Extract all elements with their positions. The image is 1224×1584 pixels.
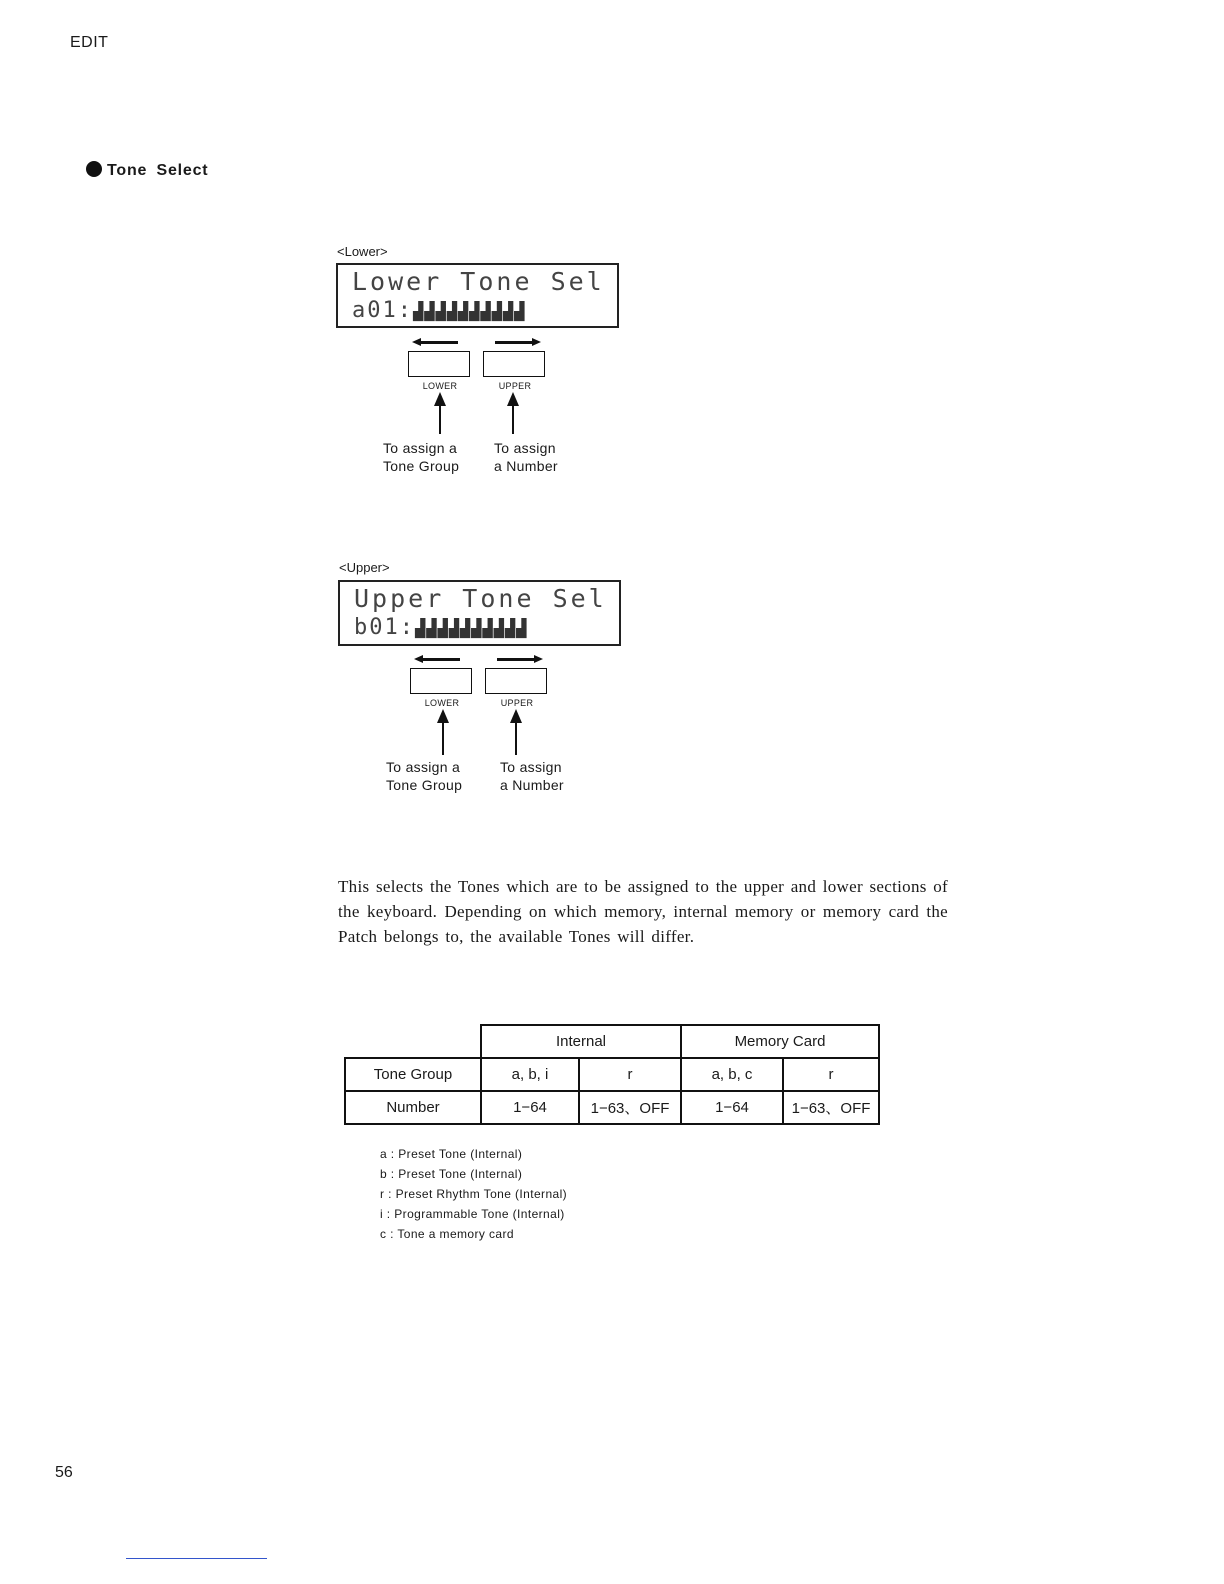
key-button[interactable] [410,668,472,694]
table-cell: r [783,1058,879,1091]
table-cell: 1−63、OFF [783,1091,879,1124]
key-label-upper: UPPER [498,381,532,391]
right-arrow-icon [495,341,533,344]
caption-line: To assign a [383,440,458,456]
lower-lcd-line2 [352,298,525,323]
table-cell-empty [345,1025,481,1058]
upper-caption-right [500,758,564,794]
legend-item: r : Preset Rhythm Tone (Internal) [380,1187,568,1201]
caption-line: a Number [500,777,564,793]
description-paragraph: This selects the Tones which are to be assigned to the upper and lower sections of the keyboard. Depending on which memory, internal memory or memory card the Patch belongs to, the available Tones will differ. [338,877,948,946]
key-label-lower: LOWER [424,698,460,708]
key-button[interactable] [483,351,545,377]
table-cell: a, b, c [681,1058,783,1091]
pointer-up-icon [433,392,447,434]
left-arrow-icon [420,341,458,344]
section-header: EDIT [70,34,109,51]
upper-lcd-blocks: ▟▟▟▟▟▟▟▟▟▟ [414,619,528,639]
upper-lcd-display [338,580,621,646]
lower-caption-right [494,439,558,475]
table-cell: 1−64 [481,1091,579,1124]
key-button[interactable] [485,668,547,694]
pointer-up-icon [506,392,520,434]
upper-panel-label: <Upper> [339,560,390,575]
heading-text: Tone Select [107,162,209,179]
lower-lcd-line1: Lower Tone Sel [352,267,605,296]
upper-lcd-line1: Upper Tone Sel [354,584,607,613]
table-cell: r [579,1058,681,1091]
upper-lcd-line2 [354,615,527,640]
pointer-up-icon [509,709,523,755]
section-heading [86,161,208,180]
table-header-card: Memory Card [681,1025,879,1058]
key-label-upper: UPPER [500,698,534,708]
key-button[interactable] [408,351,470,377]
upper-lcd-prefix: b01: [354,615,415,640]
legend-item: b : Preset Tone (Internal) [380,1167,523,1181]
caption-line: Tone Group [386,777,463,793]
caption-line: To assign [494,440,556,456]
legend-item: c : Tone a memory card [380,1227,514,1241]
legend-notes [380,1144,567,1244]
table-row-label: Tone Group [345,1058,481,1091]
legend-item: a : Preset Tone (Internal) [380,1147,523,1161]
caption-line: To assign [500,759,562,775]
tone-range-table [344,1024,880,1125]
bullet-icon [86,161,102,177]
table-row [345,1091,879,1124]
table-row [345,1025,879,1058]
left-arrow-icon [422,658,460,661]
table-cell: 1−63、OFF [579,1091,681,1124]
caption-line: a Number [494,458,558,474]
table-cell: a, b, i [481,1058,579,1091]
lower-lcd-blocks: ▟▟▟▟▟▟▟▟▟▟ [412,302,526,322]
pointer-up-icon [436,709,450,755]
page-number: 56 [55,1464,73,1481]
right-arrow-icon [497,658,535,661]
caption-line: Tone Group [383,458,460,474]
table-row-label: Number [345,1091,481,1124]
table-cell: 1−64 [681,1091,783,1124]
lower-lcd-display [336,263,619,328]
footer-rule [126,1558,267,1559]
table-row [345,1058,879,1091]
upper-caption-left [386,758,462,794]
key-label-lower: LOWER [422,381,458,391]
table-header-internal: Internal [481,1025,681,1058]
caption-line: To assign a [386,759,461,775]
legend-item: i : Programmable Tone (Internal) [380,1207,565,1221]
lower-caption-left [383,439,459,475]
lower-lcd-prefix: a01: [352,298,413,323]
lower-panel-label: <Lower> [337,244,388,259]
